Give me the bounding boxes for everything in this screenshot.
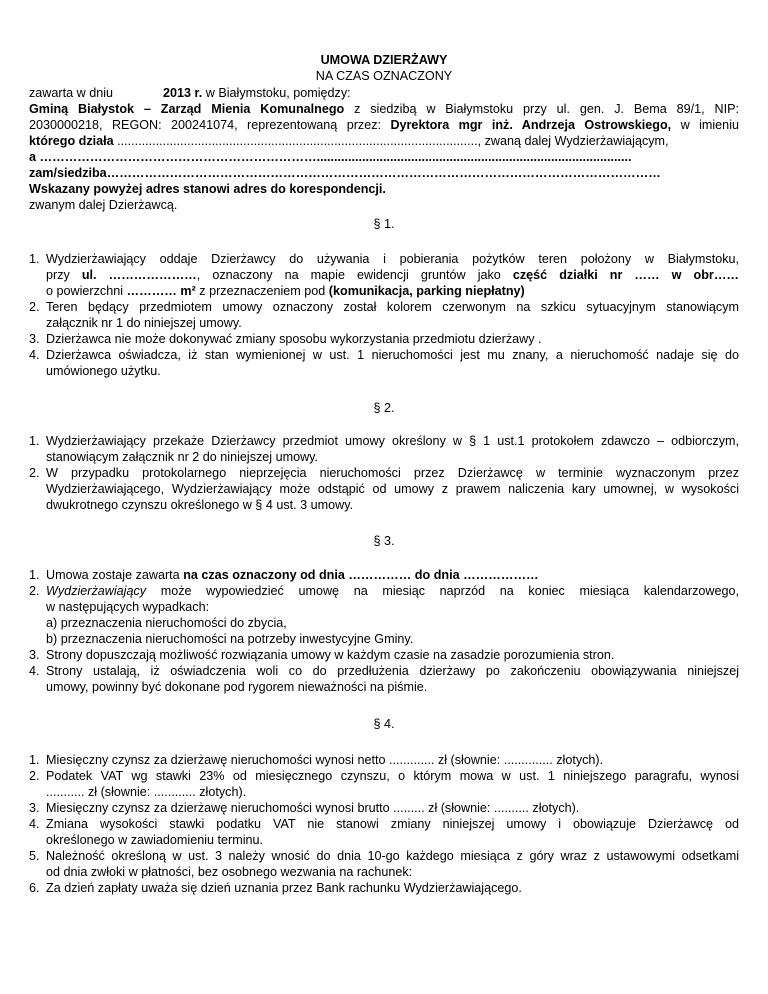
intro-correspondence-line: Wskazany powyżej adres stanowi adres do korespondencji. bbox=[29, 182, 386, 196]
s2-item-2: 2. W przypadku protokolarnego nieprzejęcia nieruchomości przez Dzierżawcę w terminie wyznaczonym przez bbox=[29, 466, 739, 480]
s1-item-4: 4. Dzierżawca oświadcza, iż stan wymienionej w ust. 1 nieruchomości jest mu znany, a nieruchomość nadaje się do bbox=[29, 348, 739, 362]
intro-date-line: zawarta w dniu 2013 r. w Białymstoku, pomiędzy: bbox=[29, 86, 351, 100]
s4-item-4-cont: określonego w zawiadomieniu terminu. bbox=[46, 833, 264, 847]
intro-party-line: Gminą Białystok – Zarząd Mienia Komunalnego z siedzibą w Białymstoku przy ul. gen. J. Bema 89/1, NIP: bbox=[29, 102, 739, 116]
s4-item-2-cont: ........... zł (słownie: ............ złotych). bbox=[46, 785, 247, 799]
s4-item-5-cont: od dnia zwłoki w płatności, bez osobnego wezwania na rachunek: bbox=[46, 865, 413, 879]
s1-item-3: 3. Dzierżawca nie może dokonywać zmiany sposobu wykorzystania przedmiotu dzierżawy . bbox=[29, 332, 542, 346]
s1-item-1-area: o powierzchni ………… m² z przeznaczeniem pod (komunikacja, parking niepłatny) bbox=[46, 284, 525, 298]
s4-item-5: 5. Należność określoną w ust. 3 należy wnosić do dnia 10-go każdego miesiąca z góry wraz z ustawowymi odsetkami bbox=[29, 849, 739, 863]
s1-item-2: 2. Teren będący przedmiotem umowy oznaczony został kolorem czerwonym na szkicu sytuacyjnym stanowiącym bbox=[29, 300, 739, 314]
s3-item-1: 1. Umowa zostaje zawarta na czas oznaczony od dnia …………… do dnia ……………… bbox=[29, 568, 539, 582]
s4-item-3: 3. Miesięczny czynsz za dzierżawę nieruchomości wynosi brutto ......... zł (słownie: .......... złotych). bbox=[29, 801, 580, 815]
intro-address-line: zam/siedziba…………………………………………………………………………………………………………………… bbox=[29, 166, 661, 180]
s1-item-4-cont: umówionego użytku. bbox=[46, 364, 161, 378]
s1-item-1: 1. Wydzierżawiający oddaje Dzierżawcy do używania i pobierania pożytków teren położony w Białymstoku, bbox=[29, 252, 739, 266]
s3-item-2-b: b) przeznaczenia nieruchomości na potrzeby inwestycyjne Gminy. bbox=[46, 632, 414, 646]
s1-item-2-cont: załącznik nr 1 do niniejszej umowy. bbox=[46, 316, 242, 330]
intro-acting-line: którego działa ......................................................................................................., zwaną dalej Wydzierżawiającym, bbox=[29, 134, 669, 148]
section-3-heading: § 3. bbox=[373, 534, 395, 548]
s2-item-1: 1. Wydzierżawiający przekaże Dzierżawcy przedmiot umowy określony w § 1 ust.1 protokołem zdawczo – odbiorczym, bbox=[29, 434, 739, 448]
document-subtitle: NA CZAS OZNACZONY bbox=[315, 69, 453, 83]
s3-item-2: 2. Wydzierżawiający może wypowiedzieć umowę na miesiąc naprzód na koniec miesiąca kalendarzowego, bbox=[29, 584, 739, 598]
intro-tenant-definition: zwanym dalej Dzierżawcą. bbox=[29, 198, 178, 212]
s3-item-2-a: a) przeznaczenia nieruchomości do zbycia, bbox=[46, 616, 287, 630]
s3-item-4: 4. Strony ustalają, iż oświadczenia woli co do przedłużenia dzierżawy po zakończeniu obowiązywania niniejszej bbox=[29, 664, 739, 678]
s3-item-4-cont: umowy, powinny być dokonane pod rygorem nieważności na piśmie. bbox=[46, 680, 428, 694]
s1-item-1-cont: przy ul. …………………, oznaczony na mapie ewidencji gruntów jako część działki nr …… w obr…… bbox=[46, 268, 740, 282]
section-4-heading: § 4. bbox=[373, 717, 395, 731]
s4-item-1: 1. Miesięczny czynsz za dzierżawę nieruchomości wynosi netto ............. zł (słownie: .............. złotych). bbox=[29, 753, 604, 767]
s2-item-2-cont2: dwukrotnego czynszu określonego w § 4 ust. 3 umowy. bbox=[46, 498, 354, 512]
section-1-heading: § 1. bbox=[373, 217, 395, 231]
document-title: UMOWA DZIERŻAWY bbox=[320, 53, 448, 67]
s4-item-2: 2. Podatek VAT wg stawki 23% od miesięcznego czynszu, o którym mowa w ust. 1 niniejszego paragrafu, wynosi bbox=[29, 769, 739, 783]
s2-item-2-cont: Wydzierżawiającego, Wydzierżawiający może odstąpić od umowy z prawem naliczenia kary umownej, w wysokości bbox=[46, 482, 739, 496]
intro-tenant-line: a ………………………………………………………….......................................................................................... bbox=[29, 150, 632, 164]
s3-item-2-cont: w następujących wypadkach: bbox=[46, 600, 210, 614]
section-2-heading: § 2. bbox=[373, 401, 395, 415]
s4-item-6: 6. Za dzień zapłaty uważa się dzień uznania przez Bank rachunku Wydzierżawiającego. bbox=[29, 881, 522, 895]
s4-item-4: 4. Zmiana wysokości stawki podatku VAT nie stanowi zmiany niniejszej umowy i obowiązuje Dzierżawcę od bbox=[29, 817, 739, 831]
s3-item-3: 3. Strony dopuszczają możliwość rozwiązania umowy w każdym czasie na zasadzie porozumienia stron. bbox=[29, 648, 615, 662]
intro-ids-line: 2030000218, REGON: 200241074, reprezentowaną przez: Dyrektora mgr inż. Andrzeja Ostrowskiego, w imieniu bbox=[29, 118, 739, 132]
s2-item-1-cont: stanowiącym załącznik nr 2 do niniejszej umowy. bbox=[46, 450, 319, 464]
